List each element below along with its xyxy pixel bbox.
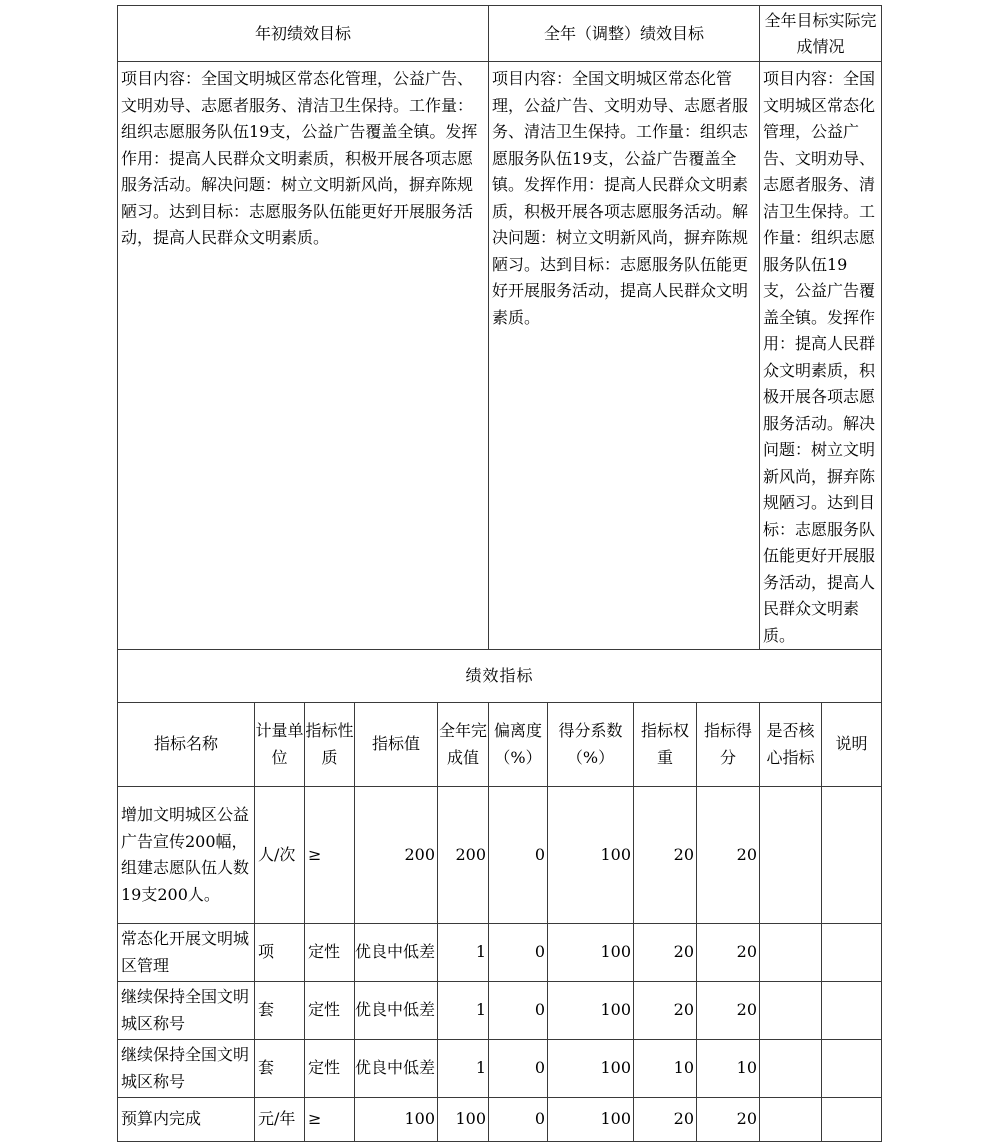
indicator-actual: 1 [438, 1040, 489, 1098]
indicator-unit: 项 [255, 924, 305, 982]
indicator-weight: 20 [634, 1098, 697, 1142]
table-row [118, 787, 882, 924]
col-header-score: 指标得分 [697, 703, 760, 787]
indicator-nature: 定性 [305, 982, 355, 1040]
performance-table [117, 5, 882, 1142]
indicator-actual: 1 [438, 924, 489, 982]
indicator-unit: 套 [255, 1040, 305, 1098]
indicator-nature: ≥ [305, 787, 355, 924]
indicator-weight: 10 [634, 1040, 697, 1098]
indicator-core [760, 1040, 822, 1098]
col-header-nature: 指标性质 [305, 703, 355, 787]
indicator-name: 常态化开展文明城区管理 [118, 924, 255, 982]
goal-header-adjusted: 全年（调整）绩效目标 [489, 6, 760, 62]
indicator-deviation: 0 [489, 1098, 548, 1142]
col-header-actual: 全年完成值 [438, 703, 489, 787]
indicator-deviation: 0 [489, 924, 548, 982]
indicator-name: 继续保持全国文明城区称号 [118, 982, 255, 1040]
indicator-name: 预算内完成 [118, 1098, 255, 1142]
indicator-score: 10 [697, 1040, 760, 1098]
indicator-coef: 100 [548, 1098, 634, 1142]
indicator-deviation: 0 [489, 1040, 548, 1098]
indicator-deviation: 0 [489, 982, 548, 1040]
table-row [118, 1040, 882, 1098]
col-header-unit: 计量单位 [255, 703, 305, 787]
indicator-score: 20 [697, 1098, 760, 1142]
indicator-unit: 元/年 [255, 1098, 305, 1142]
indicator-core [760, 982, 822, 1040]
indicator-score: 20 [697, 787, 760, 924]
indicator-actual: 1 [438, 982, 489, 1040]
indicators-section-row [118, 650, 882, 703]
col-header-coef: 得分系数（%） [548, 703, 634, 787]
indicator-core [760, 787, 822, 924]
indicator-unit: 套 [255, 982, 305, 1040]
indicator-unit: 人/次 [255, 787, 305, 924]
indicator-weight: 20 [634, 787, 697, 924]
indicator-score: 20 [697, 982, 760, 1040]
indicator-name: 继续保持全国文明城区称号 [118, 1040, 255, 1098]
indicator-value: 优良中低差 [355, 1040, 438, 1098]
indicator-note [822, 982, 882, 1040]
col-header-value: 指标值 [355, 703, 438, 787]
col-header-core: 是否核心指标 [760, 703, 822, 787]
goal-header-initial: 年初绩效目标 [118, 6, 489, 62]
indicator-note [822, 787, 882, 924]
indicator-nature: 定性 [305, 1040, 355, 1098]
indicator-note [822, 1040, 882, 1098]
indicator-core [760, 1098, 822, 1142]
goals-text-row [118, 62, 882, 650]
goal-text-initial: 项目内容：全国文明城区常态化管理，公益广告、文明劝导、志愿者服务、清洁卫生保持。工作量：组织志愿服务队伍19支，公益广告覆盖全镇。发挥作用：提高人民群众文明素质，积极开展各项志愿服务活动。解决问题：树立文明新风尚，摒弃陈规陋习。达到目标：志愿服务队伍能更好开展服务活动，提高人民群众文明素质。 [118, 62, 489, 650]
indicator-weight: 20 [634, 924, 697, 982]
goals-header-row [118, 6, 882, 62]
indicator-note [822, 1098, 882, 1142]
indicator-nature: 定性 [305, 924, 355, 982]
goal-text-adjusted: 项目内容：全国文明城区常态化管理，公益广告、文明劝导、志愿者服务、清洁卫生保持。工作量：组织志愿服务队伍19支，公益广告覆盖全镇。发挥作用：提高人民群众文明素质，积极开展各项志愿服务活动。解决问题：树立文明新风尚，摒弃陈规陋习。达到目标：志愿服务队伍能更好开展服务活动，提高人民群众文明素质。 [489, 62, 760, 650]
indicator-coef: 100 [548, 1040, 634, 1098]
indicator-actual: 200 [438, 787, 489, 924]
col-header-weight: 指标权重 [634, 703, 697, 787]
goal-header-actual: 全年目标实际完成情况 [760, 6, 882, 62]
goal-text-actual: 项目内容：全国文明城区常态化管理，公益广告、文明劝导、志愿者服务、清洁卫生保持。工作量：组织志愿服务队伍19支，公益广告覆盖全镇。发挥作用：提高人民群众文明素质，积极开展各项志愿服务活动。解决问题：树立文明新风尚，摒弃陈规陋习。达到目标：志愿服务队伍能更好开展服务活动，提高人民群众文明素质。 [760, 62, 882, 650]
indicator-name: 增加文明城区公益广告宣传200幅，组建志愿队伍人数19支200人。 [118, 787, 255, 924]
indicator-score: 20 [697, 924, 760, 982]
indicator-value: 200 [355, 787, 438, 924]
indicator-value: 优良中低差 [355, 924, 438, 982]
indicator-coef: 100 [548, 787, 634, 924]
indicator-value: 100 [355, 1098, 438, 1142]
indicator-core [760, 924, 822, 982]
indicator-actual: 100 [438, 1098, 489, 1142]
table-row [118, 924, 882, 982]
indicators-header-row [118, 703, 882, 787]
col-header-note: 说明 [822, 703, 882, 787]
table-row [118, 1098, 882, 1142]
indicator-coef: 100 [548, 982, 634, 1040]
indicator-nature: ≥ [305, 1098, 355, 1142]
indicators-section-title: 绩效指标 [118, 650, 882, 703]
indicator-coef: 100 [548, 924, 634, 982]
col-header-name: 指标名称 [118, 703, 255, 787]
indicator-weight: 20 [634, 982, 697, 1040]
indicator-deviation: 0 [489, 787, 548, 924]
col-header-deviation: 偏离度（%） [489, 703, 548, 787]
table-row [118, 982, 882, 1040]
indicator-note [822, 924, 882, 982]
indicator-value: 优良中低差 [355, 982, 438, 1040]
